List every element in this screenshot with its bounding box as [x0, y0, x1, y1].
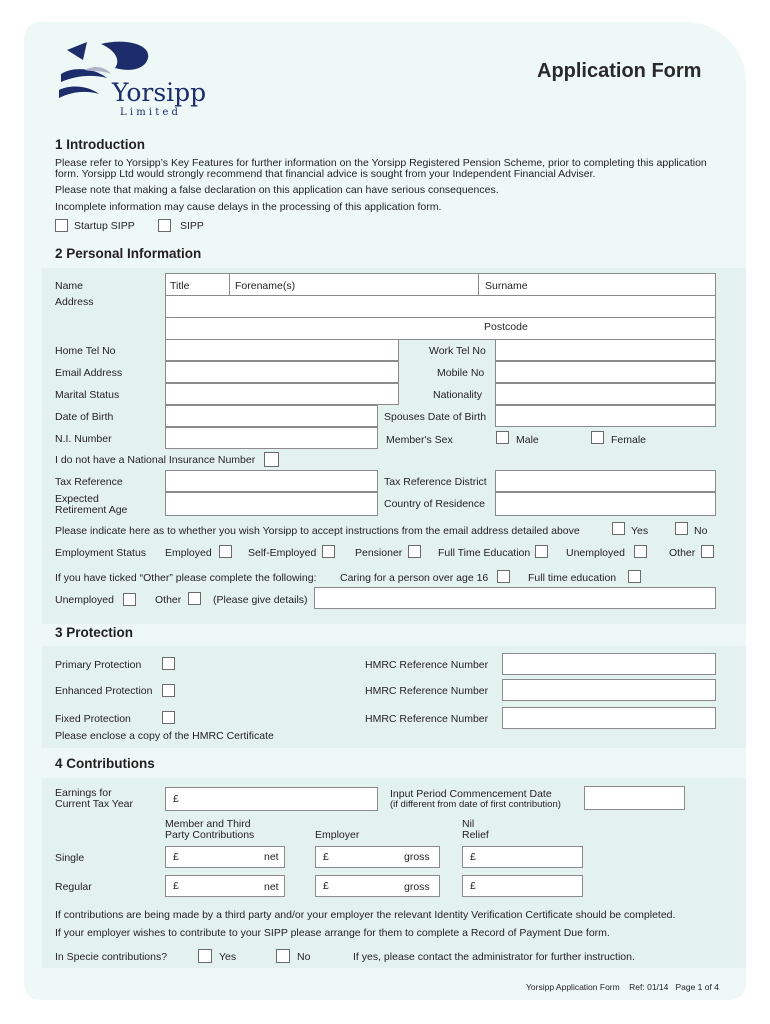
full-time-education-label: Full Time Education [438, 547, 531, 559]
employer-header: Employer [315, 829, 360, 841]
nil-relief-header-line2: Relief [462, 829, 489, 841]
earnings-pound: £ [173, 793, 179, 805]
in-specie-label: In Specie contributions? [55, 951, 168, 963]
email-label: Email Address [55, 367, 123, 379]
email-instruction-label: Please indicate here as to whether you wish Yorsipp to accept instructions from the email address detailed above [55, 525, 580, 537]
regular-label: Regular [55, 881, 92, 893]
in-specie-yes-label: Yes [219, 951, 237, 963]
in-specie-no-checkbox[interactable] [276, 949, 290, 963]
third-party-note: If contributions are being made by a third party and/or your employer the relevant Identity Verification Certificate should be completed. [55, 909, 676, 921]
primary-protection-label: Primary Protection [55, 659, 142, 671]
single-label: Single [55, 852, 85, 864]
logo-subtitle: L i m i t e d [120, 107, 178, 118]
primary-protection-checkbox[interactable] [162, 657, 175, 670]
if-other-label: If you have ticked “Other” please complete the following: [55, 572, 317, 584]
nil-relief-header-line1: Nil [462, 818, 475, 830]
full-time-education-other-checkbox[interactable] [628, 570, 641, 583]
input-period-note: (if different from date of first contribution) [390, 799, 561, 810]
unemployed-other-checkbox[interactable] [123, 593, 136, 606]
email-instruction-yes-checkbox[interactable] [612, 522, 625, 535]
enclose-certificate-note: Please enclose a copy of the HMRC Certificate [55, 730, 274, 742]
ni-number-label: N.I. Number [55, 433, 112, 445]
fixed-protection-checkbox[interactable] [162, 711, 175, 724]
retirement-age-label: Retirement Age [55, 504, 128, 516]
surname-column-label: Surname [485, 280, 528, 292]
surname-divider [478, 273, 479, 295]
work-tel-label: Work Tel No [429, 345, 486, 357]
female-label: Female [611, 434, 647, 446]
employed-label: Employed [165, 547, 212, 559]
primary-hmrc-label: HMRC Reference Number [365, 659, 489, 671]
name-row-divider [165, 295, 716, 296]
input-period-date-input[interactable] [584, 786, 685, 810]
single-employer-gross: gross [404, 851, 430, 863]
female-checkbox[interactable] [591, 431, 604, 444]
single-nil-relief-input[interactable] [462, 846, 583, 868]
single-member-net: net [264, 851, 279, 863]
single-employer-pound: £ [323, 851, 329, 863]
caring-checkbox[interactable] [497, 570, 510, 583]
nationality-label: Nationality [433, 389, 483, 401]
intro-paragraph-line1: Please refer to Yorsipp’s Key Features for further information on the Yorsipp Registered Pension Scheme, prior to completing this application [55, 157, 707, 169]
dob-input[interactable] [165, 405, 378, 427]
tax-reference-input[interactable] [165, 470, 378, 492]
other-checkbox[interactable] [701, 545, 714, 558]
marital-status-label: Marital Status [55, 389, 120, 401]
name-label: Name [55, 280, 84, 292]
earnings-label-line1: Earnings for [55, 787, 112, 799]
contact-admin-note: If yes, please contact the administrator for further instruction. [353, 951, 635, 963]
regular-member-net: net [264, 881, 279, 893]
expected-label: Expected [55, 493, 99, 505]
pensioner-checkbox[interactable] [408, 545, 421, 558]
startup-sipp-label: Startup SIPP [74, 220, 135, 232]
regular-nil-relief-input[interactable] [462, 875, 583, 897]
male-checkbox[interactable] [496, 431, 509, 444]
self-employed-checkbox[interactable] [322, 545, 335, 558]
page-title: Application Form [537, 60, 702, 82]
email-instruction-no-checkbox[interactable] [675, 522, 688, 535]
unemployed-label: Unemployed [566, 547, 625, 559]
title-column-label: Title [170, 280, 190, 292]
sipp-label: SIPP [180, 220, 204, 232]
title-divider [229, 273, 230, 295]
nationality-input[interactable] [495, 383, 716, 405]
unemployed-other-label: Unemployed [55, 594, 114, 606]
tax-reference-label: Tax Reference [55, 476, 123, 488]
members-sex-label: Member's Sex [386, 434, 453, 446]
other-label: Other [669, 547, 696, 559]
member-contrib-header-line2: Party Contributions [165, 829, 255, 841]
intro-paragraph-line2: form. Yorsipp Ltd would strongly recommend that financial advice is sought from your Independent Financial Adviser. [55, 168, 596, 180]
earnings-label-line2: Current Tax Year [55, 798, 134, 810]
address-label: Address [55, 296, 94, 308]
ni-number-input[interactable] [165, 427, 378, 449]
input-period-label: Input Period Commencement Date [390, 788, 552, 800]
enhanced-hmrc-label: HMRC Reference Number [365, 685, 489, 697]
unemployed-checkbox[interactable] [634, 545, 647, 558]
other-other-label: Other [155, 594, 182, 606]
fixed-protection-label: Fixed Protection [55, 713, 131, 725]
section-introduction-heading: 1 Introduction [55, 137, 145, 152]
home-tel-input[interactable] [165, 339, 399, 361]
sipp-checkbox[interactable] [158, 219, 171, 232]
regular-employer-pound: £ [323, 880, 329, 892]
email-instruction-no-label: No [694, 525, 708, 537]
country-residence-input[interactable] [495, 492, 716, 516]
regular-employer-gross: gross [404, 881, 430, 893]
give-details-label: (Please give details) [213, 594, 308, 606]
country-residence-label: Country of Residence [384, 498, 485, 510]
single-nil-relief-pound: £ [470, 851, 476, 863]
retirement-age-input[interactable] [165, 492, 378, 516]
single-member-pound: £ [173, 851, 179, 863]
fixed-hmrc-input[interactable] [502, 707, 716, 729]
full-time-education-other-label: Full time education [528, 572, 617, 584]
intro-false-declaration: Please note that making a false declaration on this application can have serious consequences. [55, 184, 499, 196]
employment-status-label: Employment Status [55, 547, 147, 559]
regular-nil-relief-pound: £ [470, 880, 476, 892]
earnings-input[interactable] [165, 787, 378, 811]
primary-hmrc-input[interactable] [502, 653, 716, 675]
address-row-divider [165, 317, 716, 318]
employed-checkbox[interactable] [219, 545, 232, 558]
postcode-label: Postcode [484, 321, 528, 333]
tax-district-input[interactable] [495, 470, 716, 492]
enhanced-protection-label: Enhanced Protection [55, 685, 153, 697]
intro-incomplete-info: Incomplete information may cause delays in the processing of this application form. [55, 201, 442, 213]
spouse-dob-label: Spouses Date of Birth [384, 411, 487, 423]
work-tel-input[interactable] [495, 339, 716, 361]
enhanced-protection-checkbox[interactable] [162, 684, 175, 697]
footer-reference: Yorsipp Application Form Ref: 01/14 Page 1 of 4 [526, 982, 719, 992]
spouse-dob-input[interactable] [495, 405, 716, 427]
section-personal-heading: 2 Personal Information [55, 246, 202, 261]
tax-district-label: Tax Reference District [384, 476, 487, 488]
caring-label: Caring for a person over age 16 [340, 572, 489, 584]
section-protection-heading: 3 Protection [55, 625, 134, 640]
mobile-label: Mobile No [437, 367, 485, 379]
marital-status-input[interactable] [165, 383, 399, 405]
email-input[interactable] [165, 361, 399, 383]
home-tel-label: Home Tel No [55, 345, 116, 357]
no-ni-label: I do not have a National Insurance Number [55, 454, 256, 466]
member-contrib-header-line1: Member and Third [165, 818, 251, 830]
forename-column-label: Forename(s) [235, 280, 296, 292]
male-label: Male [516, 434, 539, 446]
employer-note: If your employer wishes to contribute to your SIPP please arrange for them to complete a Record of Payment Due form. [55, 927, 610, 939]
full-time-education-checkbox[interactable] [535, 545, 548, 558]
section-contributions-heading: 4 Contributions [55, 756, 155, 771]
in-specie-no-label: No [297, 951, 311, 963]
startup-sipp-checkbox[interactable] [55, 219, 68, 232]
regular-member-pound: £ [173, 880, 179, 892]
mobile-input[interactable] [495, 361, 716, 383]
fixed-hmrc-label: HMRC Reference Number [365, 713, 489, 725]
enhanced-hmrc-input[interactable] [502, 679, 716, 701]
other-other-checkbox[interactable] [188, 592, 201, 605]
email-instruction-yes-label: Yes [631, 525, 649, 537]
dob-label: Date of Birth [55, 411, 114, 423]
other-details-input[interactable] [314, 587, 716, 609]
no-ni-checkbox[interactable] [264, 452, 279, 467]
logo-name: Yorsipp [112, 78, 207, 107]
in-specie-yes-checkbox[interactable] [198, 949, 212, 963]
self-employed-label: Self-Employed [248, 547, 317, 559]
pensioner-label: Pensioner [355, 547, 403, 559]
